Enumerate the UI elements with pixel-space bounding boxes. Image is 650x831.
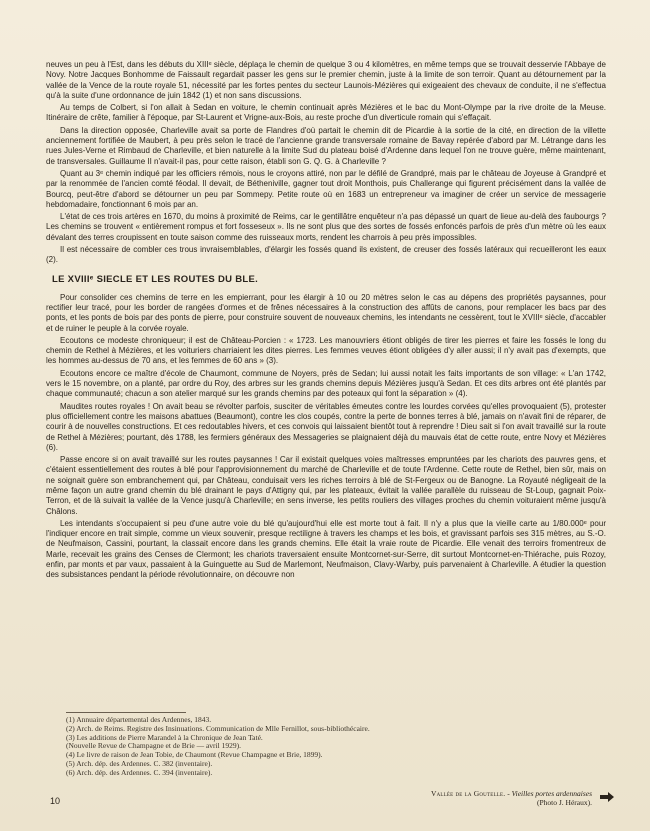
page-number: 10 [50, 796, 61, 806]
paragraph: Ecoutons ce modeste chroniqueur; il est de Château-Porcien : « 1723. Les manouvriers étiont obligés de tirer les pierres et faire les fossés le long du chemin de Rethel à Mézières, et les voituriers charriaient les dites pierres. Les femmes veuves étiont obligées d'y aller aussi; il n'y avait pas d'exempts, que les hommes au-dessus de 70 ans, et les femmes de 60 ans » (3). [46, 335, 606, 366]
footnote: (5) Arch. dép. des Ardennes. C. 382 (inventaire). [66, 758, 213, 768]
paragraph: Les intendants s'occupaient si peu d'une autre voie du blé qu'aujourd'hui elle est morte tout à fait. Il n'y a plus que la vieille carte au 1/80.000ᵉ pour l'indiquer encore en trait simple, comme un vieux souvenir, presque rectiligne à travers les champs et les bois, et gravissant parfois ses 315 mètres, au S.-O. de Neufmaison, Cassini, pourtant, la classait encore dans les grands chemins. Elle était la vraie route de Picardie. Elle venait des terroirs fromentreux de Marle, recevait les grains des Censes de Clermont; les chariots traversaient ensuite Montcornet-sur-Serre, dit surtout Montcornet-en-Thiérache, puis Rozoy, enfin, par monts et par vaux, passaient à la Guinguette au Sud de Marlemont, Neufmaison, Clavy-Warby, puis parvenaient à Charleville. A étudier la question des subsistances pendant la période révolutionnaire, on découvre non [46, 518, 606, 580]
paragraph: Ecoutons encore ce maître d'école de Chaumont, commune de Noyers, près de Sedan; lui aussi notait les faits importants de son village: « L'an 1742, vers le 15 novembre, on a planté, par ordre du Roy, des arbres sur les grands chemins depuis Mézières jusqu'à Sedan. Et ces dits arbres ont été plantés par chaque communauté; chacun a son atelier marqué sur les grands chemins par des poteaux qui font la séparation » (4). [46, 368, 606, 399]
paragraph: Maudites routes royales ! On avait beau se révolter parfois, susciter de véritables émeutes contre les lourdes corvées qu'elles provoquaient (5), protester plus officiellement contre les maisons abattues (Beaumont), contre les clos coupés, contre la perte de bonnes terres à blé, jamais on n'avait fini de réparer, de courir à de nouvelles constructions. Et ces redoutables hivers, et ces convois qui laissaient bientôt tout à reprendre ! Dieu sait si l'on avait travaillé sur la route de Rethel à Mézières; pourtant, dès 1788, les fermiers généraux des Messageries se plaignaient déjà du mauvais état de cette route, entre Novy et Mézières (6). [46, 401, 606, 452]
footnote-rule [66, 712, 186, 713]
paragraph: Pour consolider ces chemins de terre en les empierrant, pour les élargir à 10 ou 20 mètres selon le cas au dépens des propriétés paysannes, pour rectifier leur tracé, pour les border de rangées d'ormes et de frênes nécessaires à la construction des affûts de canons, pour remplacer les bacs par des ponts, et les ponts de bois par des ponts de pierre, pour construire souvent de nouveaux chemins, les intendants ne cessèrent, tout le XVIIIᵉ siècle, d'accabler et de ruiner le peuple à la corvée royale. [46, 292, 606, 333]
paragraph: Au temps de Colbert, si l'on allait à Sedan en voiture, le chemin continuait après Mézières et le bac du Mont-Olympe par la rive droite de la Meuse. Itinéraire de crête, familier à l'époque, par St-Laurent et Vrigne-aux-Bois, au reste proche d'un diverticule romain qui s'effaçait. [46, 103, 606, 123]
footnote: (Nouvelle Revue de Champagne et de Brie — avril 1929). [66, 741, 241, 751]
paragraph: L'état de ces trois artères en 1670, du moins à proximité de Reims, car le gentillâtre enquêteur n'a pas dépassé un quart de lieue au-delà des faubourgs ? Les chemins se trouvent « entièrement rompus et fort fosseseux ». Ils ne sont plus que des sortes de fossés enfoncés parfois de près d'un mètre où les eaux dévalant des terres croupissent en toute saison comme des ruisseaux morts, rendent les charrois à peu près impossibles. [46, 212, 606, 242]
paragraph: Passe encore si on avait travaillé sur les routes paysannes ! Car il existait quelques voies maîtresses empruntées par les chariots des pauvres gens, et c'étaient essentiellement des routes à blé pour l'approvisionnement du marché de Charleville et de toute l'Ardenne. Cette route de Rethel, bien sûr, mais on ne soignait guère son embranchement qui, par Château, conduisait vers les riches terroirs à blé de St-Fergeux ou de Banogne. La Royauté négligeait de la même façon un autre grand chemin du blé drainant le pays d'Attigny qui, par les plateaux, évitait la vallée parallèle du ruisseau de St-Loup, gagnait Poix-Terron, et de là suivait la vallée de la Vence jusqu'à Charleville; en sens inverse, les petits rouliers des villages proches du chemin voituraient même jusqu'à Châlons. [46, 455, 606, 516]
footnote: (1) Annuaire départemental des Ardennes, 1843. [66, 715, 212, 724]
paragraph: Il est nécessaire de combler ces trous invraisemblables, d'élargir les fossés quand ils existent, de creuser des fossés latéraux qui recueilleront les eaux (2). [46, 245, 606, 265]
caption-credit: (Photo J. Héraux). [537, 798, 592, 807]
footnote: (3) Les additions de Pierre Marandel à la Chronique de Jean Taté. [66, 732, 263, 742]
section-title: LE XVIIIᵉ SIECLE ET LES ROUTES DU BLE. [52, 273, 259, 285]
footnote: (4) Le livre de raison de Jean Tobie, de Chaumont (Revue Champagne et Brie, 1899). [66, 750, 323, 760]
paragraph: Dans la direction opposée, Charleville avait sa porte de Flandres d'où partait le chemin dit de Picardie à la sortie de la cité, en direction de la villette anciennement fortifiée de Maubert, à peu près selon le tracé de l'ancienne grande transversale romaine de Bavay repérée d'abord par M. Létrange dans les rues Jules-Verne et Rimbaud de Charleville, et bien naturelle à la limite Sud du plateau boisé d'Ardenne dans lequel l'on ne trouve guère, même maintenant, de transversales. Guillaume II n'avait-il pas, pour cette raison, établi son G. Q. G. à Charleville ? [46, 125, 606, 166]
main-text-column [46, 60, 606, 583]
caption-title: Vieilles portes ardennaises [511, 789, 592, 798]
right-arrow-icon [600, 792, 614, 802]
footnote: (2) Arch. de Reims. Registre des Insinuations. Communication de Mlle Fernillot, sous-bibliothécaire. [66, 723, 370, 733]
caption-place: Vallée de la Goutelle. [430, 789, 506, 798]
footnotes [66, 716, 536, 778]
photo-caption: Vallée de la Goutelle. - Vieilles portes ardennaises (Photo J. Héraux). [430, 789, 592, 807]
paragraph: neuves un peu à l'Est, dans les débuts du XIIIᵉ siècle, déplaça le chemin de quelque 3 ou 4 kilomètres, en même temps que se trouvait desservie l'Abbaye de Novy. Notre Jacques Bonhomme de Faissault regardait passer les gens sur le premier chemin, juste à la limite de son terroir. Quant au détournement par la vallée de la Vence de la route royale 51, nécessité par les fortes pentes du secteur Launois-Mézières qui exigeaient des chevaux de conduite, il ne s'effectua qu'à la suite d'une ordonnance de juin 1842 (1) et non sans discussions. [46, 60, 606, 100]
footnote: (6) Arch. dép. des Ardennes. C. 394 (inventaire). [66, 767, 213, 777]
paragraph: Quant au 3ᵉ chemin indiqué par les officiers rémois, nous le croyons attiré, non par le défilé de Grandpré, mais par le château de Joyeuse à Grandpré et par la renommée de l'ancien comté féodal. Il devait, de Bétheniville, gagner tout droit Monthois, puis Challerange qui figurent précisément dans la vallée de Bourcq, peut-être d'abord se détourner un peu par Sommepy. Petite route où en 1683 un entrepreneur va imaginer de créer un service de messagerie hebdomadaire, fonctionnant 6 mois par an. [46, 168, 606, 209]
